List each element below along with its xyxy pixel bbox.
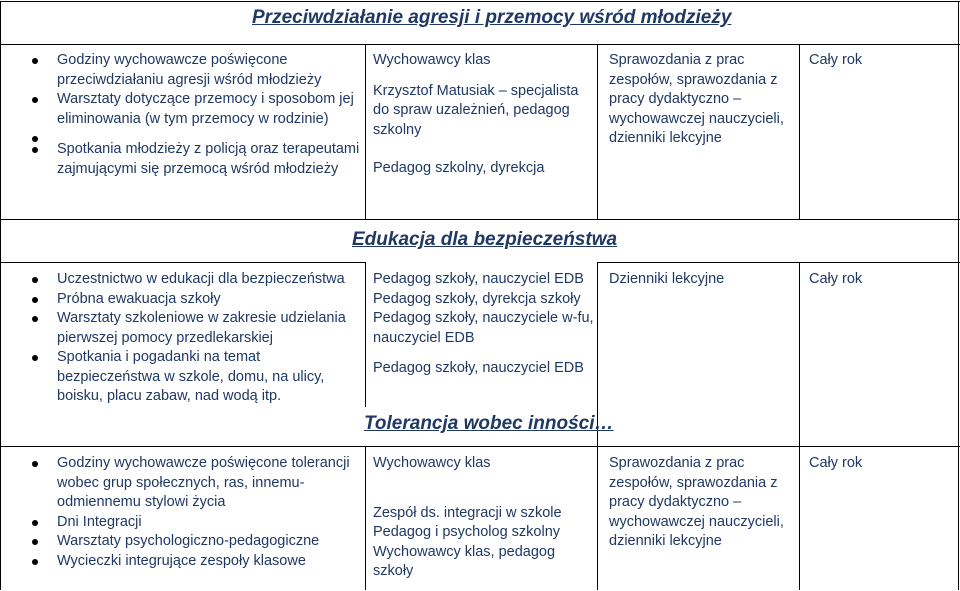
row-divider [0, 262, 365, 263]
spacer [373, 493, 595, 504]
spacer [373, 140, 595, 159]
activity-item: Uczestnictwo w edukacji dla bezpieczeństwa [26, 270, 361, 290]
activity-item: Wycieczki integrujące zespoły klasowe [26, 552, 361, 572]
responsible-cell [373, 454, 595, 582]
documentation-cell: Dzienniki lekcyjne [609, 271, 725, 287]
column-divider [597, 44, 598, 220]
responsible-entry: Wychowawcy klas [373, 52, 491, 68]
section-title: Tolerancja wobec inności… [364, 413, 614, 434]
table-border-left [0, 1, 1, 590]
activity-item: Godziny wychowawcze poświęcone tolerancji wobec grup społecznych, ras, innemu-odmiennemu stylowi życia [26, 454, 361, 513]
row-divider [0, 219, 960, 220]
section-title: Przeciwdziałanie agresji i przemocy wśród młodzieży [252, 7, 732, 28]
responsible-entry: Pedagog szkolny, dyrekcja [373, 160, 545, 176]
column-divider [365, 446, 366, 590]
documentation-cell: Sprawozdania z prac zespołów, sprawozdania z pracy dydaktyczno – wychowawczej nauczycieli, dzienniki lekcyjne [609, 52, 784, 146]
documentation-cell: Sprawozdania z prac zespołów, sprawozdania z pracy dydaktyczno – wychowawczej nauczycieli, dzienniki lekcyjne [609, 455, 784, 549]
responsible-entry: Zespół ds. integracji w szkole [373, 504, 562, 521]
term-cell: Cały rok [809, 455, 863, 471]
column-divider [365, 44, 366, 220]
activity-item: Spotkania i pogadanki na temat bezpieczeństwa w szkole, domu, na ulicy, boisku, placu zabaw, nad wodą itp. [26, 348, 361, 407]
activities-cell [26, 51, 361, 179]
responsible-entry: Wychowawcy klas, pedagog szkoły [373, 543, 556, 579]
row-divider [0, 446, 960, 447]
responsible-cell [373, 51, 595, 179]
column-divider [799, 262, 800, 590]
row-divider [597, 262, 960, 263]
activity-item: Dni Integracji [26, 513, 361, 533]
table-border-right [958, 1, 959, 590]
spacer [373, 71, 595, 82]
responsible-entry: Pedagog i psycholog szkolny [373, 524, 561, 540]
responsible-entry: Pedagog szkoły, nauczyciel EDB [373, 271, 584, 287]
activity-item: Spotkania młodzieży z policją oraz terapeutami zajmującymi się przemocą wśród młodzieży [26, 140, 361, 179]
activities-cell [26, 454, 361, 571]
responsible-entry: Pedagog szkoły, dyrekcja szkoły [373, 290, 581, 307]
row-divider [0, 44, 960, 45]
spacer [373, 348, 595, 359]
responsible-entry: Pedagog szkoły, nauczyciel EDB [373, 360, 584, 376]
table-border-top [0, 1, 960, 2]
activity-item: Warsztaty psychologiczno-pedagogiczne [26, 532, 361, 552]
term-cell: Cały rok [809, 271, 863, 287]
activity-item: Godziny wychowawcze poświęcone przeciwdziałaniu agresji wśród młodzieży [26, 51, 361, 90]
activity-item: Warsztaty szkoleniowe w zakresie udzielania pierwszej pomocy przedlekarskiej [26, 309, 361, 348]
section-title: Edukacja dla bezpieczeństwa [352, 229, 618, 250]
responsible-entry: Krzysztof Matusiak – specjalista do spraw uzależnień, pedagog szkolny [373, 82, 579, 138]
term-cell: Cały rok [809, 52, 863, 68]
activities-cell [26, 270, 361, 407]
column-divider [799, 44, 800, 220]
column-divider [365, 262, 366, 407]
spacer [373, 474, 595, 493]
spacer [26, 129, 361, 140]
activity-item: Próbna ewakuacja szkoły [26, 290, 361, 310]
activity-item: Warsztaty dotyczące przemocy i sposobom jej eliminowania (w tym przemocy w rodzinie) [26, 90, 361, 129]
responsible-entry: Pedagog szkoły, nauczyciele w-fu, nauczyciel EDB [373, 310, 594, 346]
responsible-entry: Wychowawcy klas [373, 455, 491, 471]
responsible-cell [373, 270, 595, 379]
